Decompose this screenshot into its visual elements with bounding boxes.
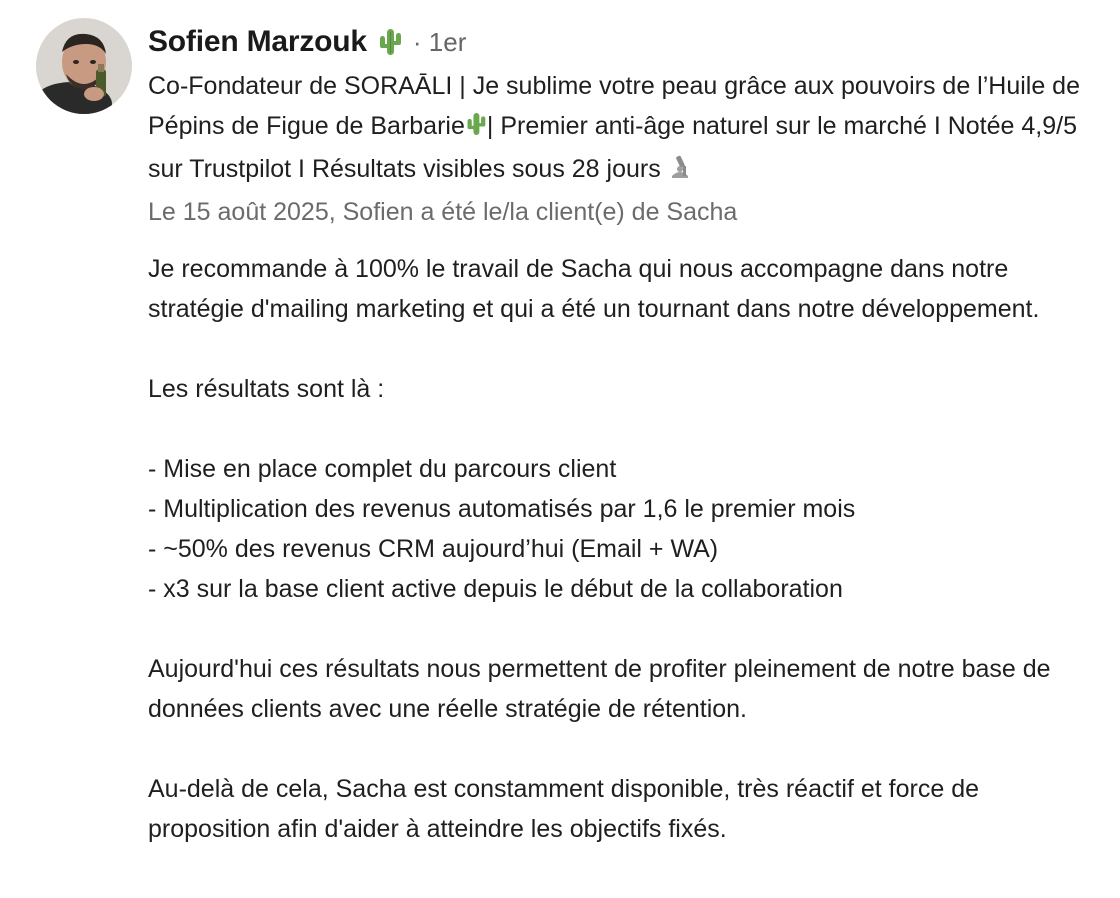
headline-text-part2: | Premier anti-âge naturel sur le marché I Notée 4,9/5 sur Trustpilot I Résultats visibles sous 28 jours xyxy=(148,112,1077,183)
headline-text-part1: Co-Fondateur de SORAĀLI | Je sublime votre peau grâce aux pouvoirs de l’Huile de Pépins de Figue de Barbarie xyxy=(148,72,1080,140)
list-item: - Mise en place complet du parcours client xyxy=(148,455,617,483)
cactus-icon xyxy=(377,27,403,57)
author-avatar[interactable] xyxy=(36,18,132,114)
author-headline xyxy=(148,66,1108,192)
recommendation-body xyxy=(148,249,1108,849)
connection-degree: · 1er xyxy=(412,26,467,57)
list-item: - x3 sur la base client active depuis le début de la collaboration xyxy=(148,575,843,603)
list-item: - ~50% des revenus CRM aujourd’hui (Email + WA) xyxy=(148,535,719,563)
recommendation-meta: Le 15 août 2025, Sofien a été le/la client(e) de Sacha xyxy=(148,198,738,226)
list-item: - Multiplication des revenus automatisés par 1,6 le premier mois xyxy=(148,495,856,523)
paragraph-intro: Je recommande à 100% le travail de Sacha qui nous accompagne dans notre stratégie d'mailing marketing et qui a été un tournant dans notre développement. xyxy=(148,255,1040,323)
name-row xyxy=(148,22,1108,62)
author-name[interactable]: Sofien Marzouk xyxy=(148,25,367,58)
cactus-icon xyxy=(465,109,487,149)
paragraph-retention: Aujourd'hui ces résultats nous permettent de profiter pleinement de notre base de données clients avec une réelle stratégie de rétention. xyxy=(148,655,1051,723)
author-header xyxy=(148,22,1108,232)
avatar-photo-icon xyxy=(36,18,132,114)
paragraph-results-heading: Les résultats sont là : xyxy=(148,375,385,403)
paragraph-closing: Au-delà de cela, Sacha est constamment disponible, très réactif et force de proposition afin d'aider à atteindre les objectifs fixés. xyxy=(148,775,980,843)
microscope-icon xyxy=(668,152,692,192)
